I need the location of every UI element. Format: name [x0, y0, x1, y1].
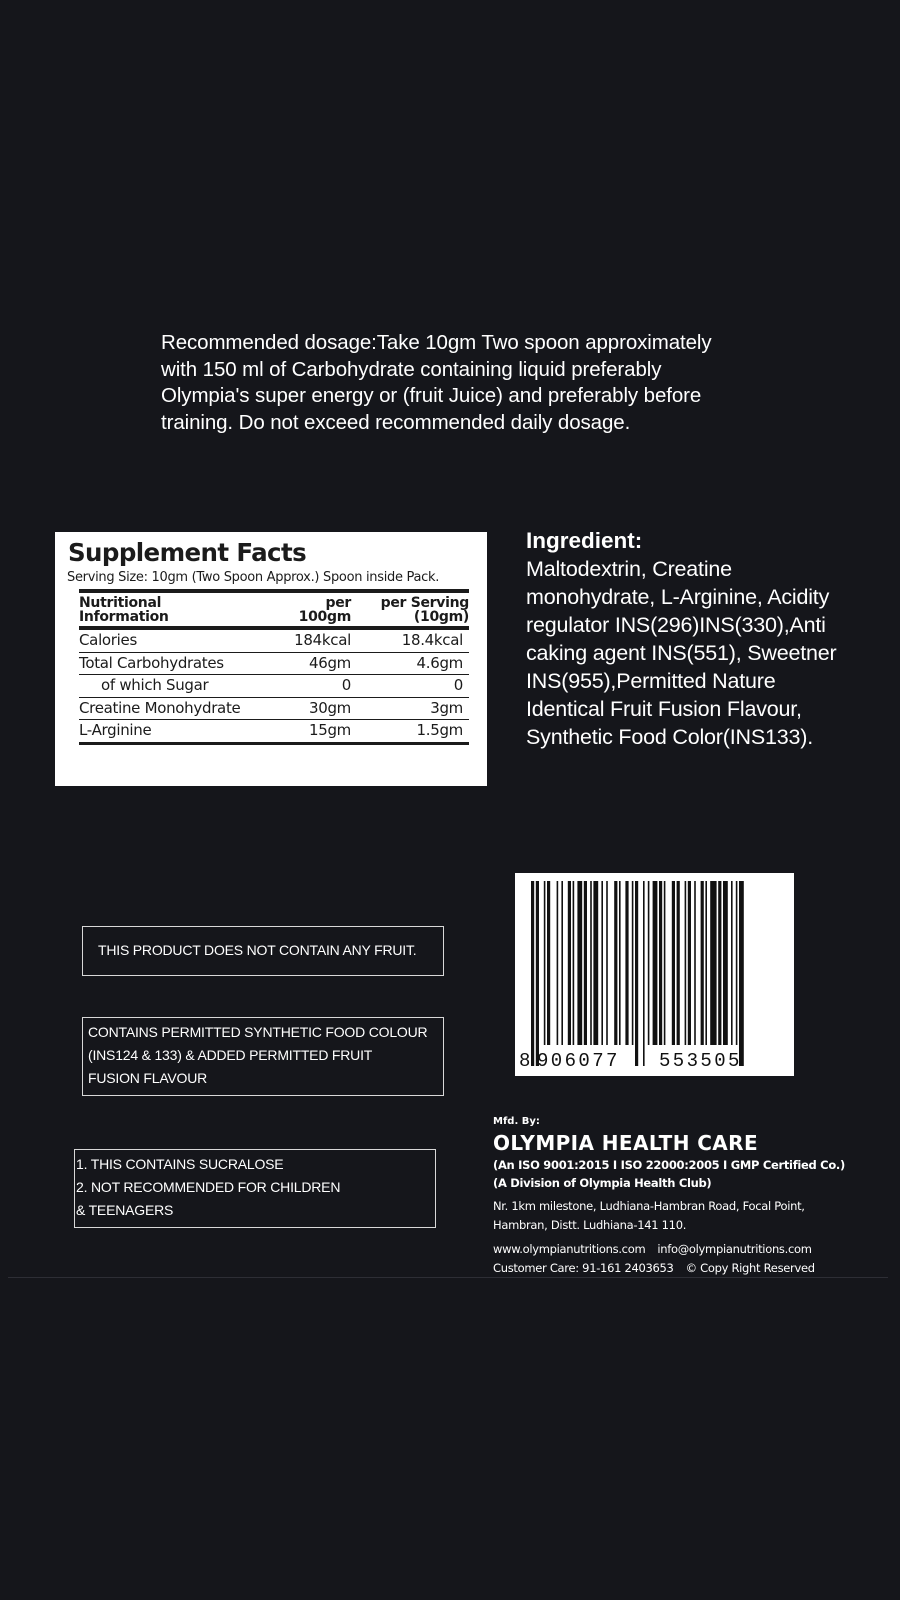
serving-size: Serving Size: 10gm (Two Spoon Approx.) Spoon inside Pack. — [67, 570, 440, 585]
mfd-label: Mfd. By: — [493, 1116, 540, 1127]
manufacturer-info — [493, 1115, 893, 1278]
nutrient-per-100gm: 15gm — [269, 720, 351, 744]
barcode-bar — [619, 881, 621, 1045]
barcode-bar — [643, 881, 645, 1066]
nutrient-per-serving: 4.6gm — [351, 652, 469, 675]
barcode-bar — [632, 881, 634, 1045]
nutrient-per-serving: 1.5gm — [351, 720, 469, 744]
barcode-graphic — [515, 873, 794, 1076]
table-row — [79, 628, 469, 652]
barcode-bar — [688, 881, 691, 1045]
nutrition-table — [79, 589, 469, 745]
ingredient-line: caking agent INS(551), Sweetner — [526, 641, 837, 665]
company-name: OLYMPIA HEALTH CARE — [493, 1131, 759, 1155]
barcode-bar — [694, 881, 696, 1045]
dosage-line: with 150 ml of Carbohydrate containing liquid preferably — [161, 357, 662, 381]
address-line: Hambran, Distt. Ludhiana-141 110. — [493, 1218, 687, 1232]
ingredient-list — [526, 555, 896, 751]
nutrient-name: Creatine Monohydrate — [79, 697, 269, 720]
barcode-bar — [635, 881, 638, 1066]
table-header-row — [79, 591, 469, 628]
barcode-bar — [614, 881, 617, 1045]
barcode-bar — [544, 881, 546, 1045]
contact-info — [493, 1240, 893, 1278]
notice-line: (INS124 & 133) & ADDED PERMITTED FRUIT — [88, 1047, 373, 1063]
barcode-bar — [705, 881, 707, 1045]
barcode-bar — [736, 881, 738, 1045]
barcode-bar — [547, 881, 550, 1045]
notice-line: 2. NOT RECOMMENDED FOR CHILDREN — [76, 1179, 341, 1195]
barcode-bar — [601, 881, 603, 1045]
web-email-line — [493, 1240, 893, 1259]
ingredient-line: Synthetic Food Color(INS133). — [526, 725, 813, 749]
barcode-bar — [653, 881, 658, 1045]
dosage-line: Olympia's super energy or (fruit Juice) and preferably before — [161, 384, 702, 407]
email: info@olympianutritions.com — [657, 1242, 812, 1256]
nutrient-per-100gm: 46gm — [269, 652, 351, 675]
ingredient-block — [526, 527, 896, 751]
notice-line: CONTAINS PERMITTED SYNTHETIC FOOD COLOUR — [88, 1024, 428, 1040]
dosage-line: training. Do not exceed recommended daily dosage. — [161, 410, 631, 434]
barcode-bar — [561, 881, 563, 1045]
notice-text: THIS PRODUCT DOES NOT CONTAIN ANY FRUIT. — [98, 942, 417, 958]
nutrient-name: of which Sugar — [79, 675, 269, 698]
ingredient-line: Identical Fruit Fusion Flavour, — [526, 697, 802, 721]
barcode-bar — [672, 881, 675, 1045]
nutrient-per-100gm: 0 — [269, 675, 351, 698]
ingredient-title: Ingredient: — [526, 528, 643, 553]
certification-line: (An ISO 9001:2015 I ISO 22000:2005 I GMP Certified Co.) — [493, 1158, 845, 1172]
dosage-line: Recommended dosage:Take 10gm Two spoon approximately — [161, 331, 712, 354]
barcode-bars — [531, 881, 744, 1066]
copyright: © Copy Right Reserved — [685, 1261, 815, 1275]
barcode-bar — [701, 881, 704, 1045]
barcode-bar — [584, 881, 587, 1045]
division-line: (A Division of Olympia Health Club) — [493, 1176, 712, 1190]
supplement-facts-panel — [55, 532, 487, 786]
food-colour-notice — [82, 1017, 444, 1096]
barcode-bar — [685, 881, 687, 1045]
barcode-bar — [625, 881, 628, 1045]
ingredient-line: Maltodextrin, Creatine — [526, 557, 732, 581]
customer-care: Customer Care: 91-161 2403653 — [493, 1261, 674, 1275]
barcode-bar — [531, 881, 534, 1066]
dosage-instructions — [161, 330, 801, 436]
ingredient-line: regulator INS(296)INS(330),Anti — [526, 613, 826, 637]
header-per-100gm: per 100gm — [269, 591, 351, 628]
nutrient-per-serving: 0 — [351, 675, 469, 698]
nutrient-per-100gm: 184kcal — [269, 628, 351, 652]
barcode-bar — [677, 881, 680, 1045]
barcode-bar — [648, 881, 650, 1045]
barcode-bar — [573, 881, 575, 1045]
divider — [8, 1277, 888, 1278]
barcode-bar — [710, 881, 716, 1045]
header-per-serving: per Serving (10gm) — [351, 591, 469, 628]
website: www.olympianutritions.com — [493, 1242, 646, 1256]
care-line — [493, 1259, 893, 1278]
barcode-digits-left: 906077 — [537, 1050, 620, 1072]
supplement-facts-title: Supplement Facts — [68, 538, 307, 567]
sucralose-warning — [74, 1149, 436, 1228]
notice-line: FUSION FLAVOUR — [88, 1070, 208, 1086]
barcode-bar — [536, 881, 539, 1066]
header-nutritional-information: Nutritional Information — [79, 591, 269, 628]
barcode-bar — [731, 881, 733, 1045]
address — [493, 1197, 893, 1235]
ingredient-line: monohydrate, L-Arginine, Acidity — [526, 585, 830, 609]
table-row — [79, 652, 469, 675]
barcode-bar — [568, 881, 571, 1045]
nutrient-per-serving: 18.4kcal — [351, 628, 469, 652]
no-fruit-notice — [82, 926, 444, 976]
notice-line: & TEENAGERS — [76, 1202, 174, 1218]
nutrient-name: Total Carbohydrates — [79, 652, 269, 675]
barcode-digit-prefix: 8 — [519, 1050, 531, 1072]
barcode-bar — [718, 881, 721, 1045]
barcode-bar — [557, 881, 559, 1045]
nutrient-per-serving: 3gm — [351, 697, 469, 720]
barcode-bar — [590, 881, 592, 1045]
table-row — [79, 697, 469, 720]
barcode-bar — [664, 881, 666, 1045]
barcode-bar — [723, 881, 728, 1045]
barcode-digits-right: 553505 — [659, 1050, 742, 1072]
table-row — [79, 675, 469, 698]
nutrient-name: L-Arginine — [79, 720, 269, 744]
ingredient-line: INS(955),Permitted Nature — [526, 669, 776, 693]
barcode-bar — [739, 881, 744, 1066]
barcode-bar — [577, 881, 582, 1045]
nutrient-name: Calories — [79, 628, 269, 652]
barcode-bar — [593, 881, 598, 1045]
barcode-bar — [659, 881, 662, 1045]
barcode-bar — [606, 881, 608, 1045]
barcode — [515, 873, 794, 1076]
table-row — [79, 720, 469, 744]
nutrient-per-100gm: 30gm — [269, 697, 351, 720]
address-line: Nr. 1km milestone, Ludhiana-Hambran Road, Focal Point, — [493, 1199, 805, 1213]
notice-line: 1. THIS CONTAINS SUCRALOSE — [76, 1156, 284, 1172]
